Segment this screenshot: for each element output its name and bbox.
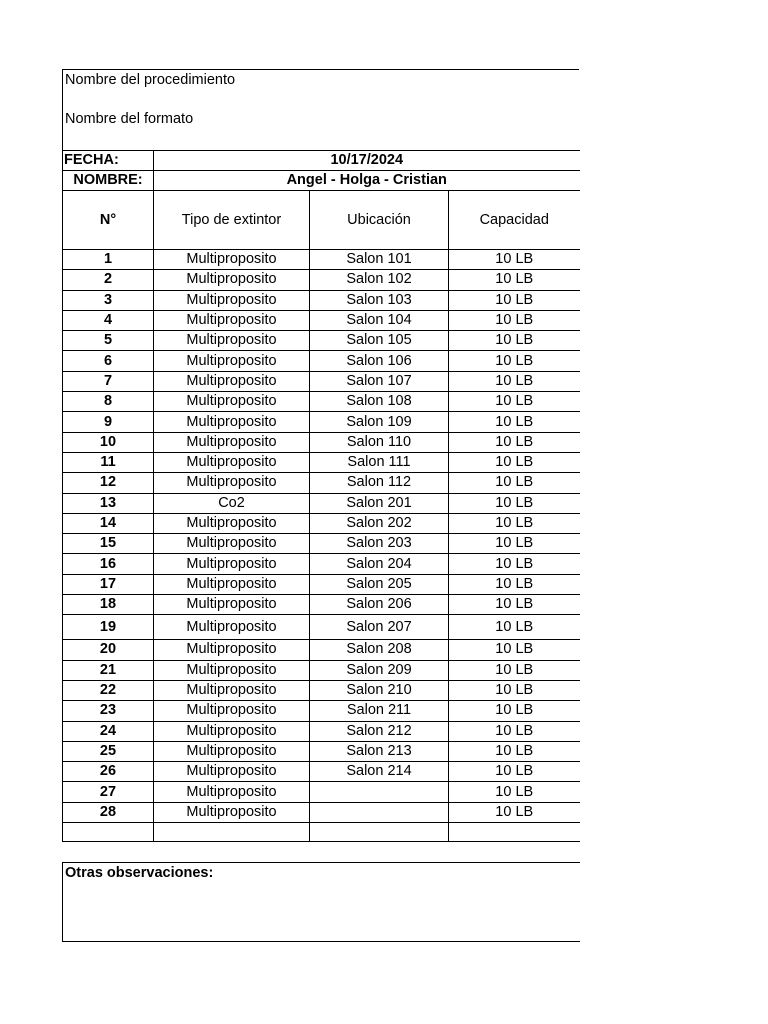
table-row <box>63 534 580 554</box>
table-row <box>63 513 580 533</box>
date-row <box>63 151 580 171</box>
capacity-cell: 10 LB <box>449 640 580 660</box>
extinguisher-type-cell: Multiproposito <box>154 310 310 330</box>
row-number-cell: 14 <box>63 513 154 533</box>
observations-box <box>62 862 580 942</box>
row-number-cell: 10 <box>63 432 154 452</box>
form-sheet <box>62 69 579 842</box>
capacity-cell: 10 LB <box>449 554 580 574</box>
table-row <box>63 660 580 680</box>
empty-row <box>63 823 580 842</box>
table-row <box>63 331 580 351</box>
extinguisher-type-cell: Multiproposito <box>154 371 310 391</box>
capacity-cell: 10 LB <box>449 473 580 493</box>
name-label: NOMBRE: <box>63 171 154 191</box>
capacity-cell: 10 LB <box>449 721 580 741</box>
table-row <box>63 802 580 822</box>
capacity-cell: 10 LB <box>449 432 580 452</box>
capacity-cell: 10 LB <box>449 331 580 351</box>
table-row <box>63 351 580 371</box>
extinguisher-type-cell: Multiproposito <box>154 290 310 310</box>
capacity-cell: 10 LB <box>449 290 580 310</box>
extinguisher-type-cell: Multiproposito <box>154 270 310 290</box>
location-cell: Salon 205 <box>310 574 449 594</box>
extinguisher-type-cell: Multiproposito <box>154 392 310 412</box>
row-number-cell: 8 <box>63 392 154 412</box>
location-cell: Salon 104 <box>310 310 449 330</box>
table-row <box>63 270 580 290</box>
location-cell: Salon 107 <box>310 371 449 391</box>
row-number-cell: 1 <box>63 250 154 270</box>
location-cell: Salon 108 <box>310 392 449 412</box>
extinguisher-type-cell: Multiproposito <box>154 534 310 554</box>
extinguisher-type-cell: Multiproposito <box>154 701 310 721</box>
extinguisher-type-cell: Multiproposito <box>154 762 310 782</box>
row-number-cell: 9 <box>63 412 154 432</box>
extinguisher-type-cell: Multiproposito <box>154 680 310 700</box>
capacity-cell: 10 LB <box>449 534 580 554</box>
capacity-cell: 10 LB <box>449 392 580 412</box>
extinguisher-type-cell: Co2 <box>154 493 310 513</box>
capacity-cell: 10 LB <box>449 782 580 802</box>
row-number-cell: 7 <box>63 371 154 391</box>
extinguisher-type-cell: Multiproposito <box>154 782 310 802</box>
capacity-cell: 10 LB <box>449 615 580 640</box>
row-number-cell: 13 <box>63 493 154 513</box>
location-cell: Salon 202 <box>310 513 449 533</box>
table-row <box>63 721 580 741</box>
row-number-cell: 19 <box>63 615 154 640</box>
capacity-cell: 10 LB <box>449 371 580 391</box>
table-row <box>63 595 580 615</box>
extinguisher-type-cell: Multiproposito <box>154 660 310 680</box>
col-header-type: Tipo de extintor <box>154 191 310 250</box>
extinguisher-type-cell: Multiproposito <box>154 331 310 351</box>
table-row <box>63 473 580 493</box>
location-cell: Salon 110 <box>310 432 449 452</box>
extinguisher-type-cell: Multiproposito <box>154 640 310 660</box>
row-number-cell: 24 <box>63 721 154 741</box>
row-number-cell: 18 <box>63 595 154 615</box>
location-cell: Salon 206 <box>310 595 449 615</box>
table-row <box>63 290 580 310</box>
capacity-cell: 10 LB <box>449 351 580 371</box>
empty-cell <box>154 823 310 842</box>
location-cell: Salon 109 <box>310 412 449 432</box>
table-row <box>63 371 580 391</box>
extinguisher-type-cell: Multiproposito <box>154 432 310 452</box>
capacity-cell: 10 LB <box>449 660 580 680</box>
table-row <box>63 412 580 432</box>
capacity-cell: 10 LB <box>449 452 580 472</box>
extinguisher-type-cell: Multiproposito <box>154 741 310 761</box>
procedure-name: Nombre del procedimiento <box>65 72 236 88</box>
table-row <box>63 640 580 660</box>
row-number-cell: 20 <box>63 640 154 660</box>
location-cell: Salon 111 <box>310 452 449 472</box>
location-cell: Salon 112 <box>310 473 449 493</box>
table-row <box>63 680 580 700</box>
observations-label: Otras observaciones: <box>65 865 214 881</box>
capacity-cell: 10 LB <box>449 270 580 290</box>
extinguisher-type-cell: Multiproposito <box>154 250 310 270</box>
capacity-cell: 10 LB <box>449 310 580 330</box>
row-number-cell: 11 <box>63 452 154 472</box>
row-number-cell: 25 <box>63 741 154 761</box>
extinguisher-type-cell: Multiproposito <box>154 554 310 574</box>
extinguisher-type-cell: Multiproposito <box>154 615 310 640</box>
location-cell <box>310 802 449 822</box>
extinguisher-type-cell: Multiproposito <box>154 351 310 371</box>
date-value: 10/17/2024 <box>154 151 580 171</box>
location-cell: Salon 214 <box>310 762 449 782</box>
row-number-cell: 21 <box>63 660 154 680</box>
location-cell: Salon 101 <box>310 250 449 270</box>
row-number-cell: 17 <box>63 574 154 594</box>
format-name: Nombre del formato <box>65 111 194 127</box>
location-cell <box>310 782 449 802</box>
table-row <box>63 574 580 594</box>
capacity-cell: 10 LB <box>449 412 580 432</box>
table-row <box>63 392 580 412</box>
extinguisher-type-cell: Multiproposito <box>154 721 310 741</box>
form-header <box>62 69 579 150</box>
extinguisher-type-cell: Multiproposito <box>154 574 310 594</box>
table-row <box>63 554 580 574</box>
location-cell: Salon 105 <box>310 331 449 351</box>
table-row <box>63 701 580 721</box>
capacity-cell: 10 LB <box>449 701 580 721</box>
location-cell: Salon 213 <box>310 741 449 761</box>
location-cell: Salon 204 <box>310 554 449 574</box>
row-number-cell: 26 <box>63 762 154 782</box>
capacity-cell: 10 LB <box>449 513 580 533</box>
row-number-cell: 6 <box>63 351 154 371</box>
capacity-cell: 10 LB <box>449 741 580 761</box>
capacity-cell: 10 LB <box>449 680 580 700</box>
table-row <box>63 762 580 782</box>
capacity-cell: 10 LB <box>449 493 580 513</box>
capacity-cell: 10 LB <box>449 574 580 594</box>
row-number-cell: 5 <box>63 331 154 351</box>
capacity-cell: 10 LB <box>449 595 580 615</box>
extinguisher-table <box>62 150 580 842</box>
col-header-number: N° <box>63 191 154 250</box>
location-cell: Salon 103 <box>310 290 449 310</box>
column-header-row <box>63 191 580 250</box>
location-cell: Salon 208 <box>310 640 449 660</box>
location-cell: Salon 211 <box>310 701 449 721</box>
location-cell: Salon 102 <box>310 270 449 290</box>
extinguisher-type-cell: Multiproposito <box>154 802 310 822</box>
table-row <box>63 310 580 330</box>
row-number-cell: 4 <box>63 310 154 330</box>
table-row <box>63 250 580 270</box>
extinguisher-type-cell: Multiproposito <box>154 595 310 615</box>
location-cell: Salon 207 <box>310 615 449 640</box>
row-number-cell: 2 <box>63 270 154 290</box>
empty-cell <box>63 823 154 842</box>
row-number-cell: 16 <box>63 554 154 574</box>
capacity-cell: 10 LB <box>449 250 580 270</box>
location-cell: Salon 203 <box>310 534 449 554</box>
name-value: Angel - Holga - Cristian <box>154 171 580 191</box>
location-cell: Salon 201 <box>310 493 449 513</box>
row-number-cell: 27 <box>63 782 154 802</box>
table-row <box>63 432 580 452</box>
name-row <box>63 171 580 191</box>
location-cell: Salon 212 <box>310 721 449 741</box>
capacity-cell: 10 LB <box>449 802 580 822</box>
col-header-capacity: Capacidad <box>449 191 580 250</box>
date-label: FECHA: <box>63 151 154 171</box>
table-row <box>63 452 580 472</box>
empty-cell <box>449 823 580 842</box>
location-cell: Salon 210 <box>310 680 449 700</box>
table-row <box>63 741 580 761</box>
col-header-location: Ubicación <box>310 191 449 250</box>
row-number-cell: 3 <box>63 290 154 310</box>
row-number-cell: 15 <box>63 534 154 554</box>
row-number-cell: 12 <box>63 473 154 493</box>
extinguisher-type-cell: Multiproposito <box>154 513 310 533</box>
extinguisher-type-cell: Multiproposito <box>154 473 310 493</box>
location-cell: Salon 209 <box>310 660 449 680</box>
table-row <box>63 493 580 513</box>
row-number-cell: 22 <box>63 680 154 700</box>
row-number-cell: 28 <box>63 802 154 822</box>
row-number-cell: 23 <box>63 701 154 721</box>
empty-cell <box>310 823 449 842</box>
extinguisher-type-cell: Multiproposito <box>154 412 310 432</box>
location-cell: Salon 106 <box>310 351 449 371</box>
table-row <box>63 615 580 640</box>
table-row <box>63 782 580 802</box>
capacity-cell: 10 LB <box>449 762 580 782</box>
extinguisher-type-cell: Multiproposito <box>154 452 310 472</box>
